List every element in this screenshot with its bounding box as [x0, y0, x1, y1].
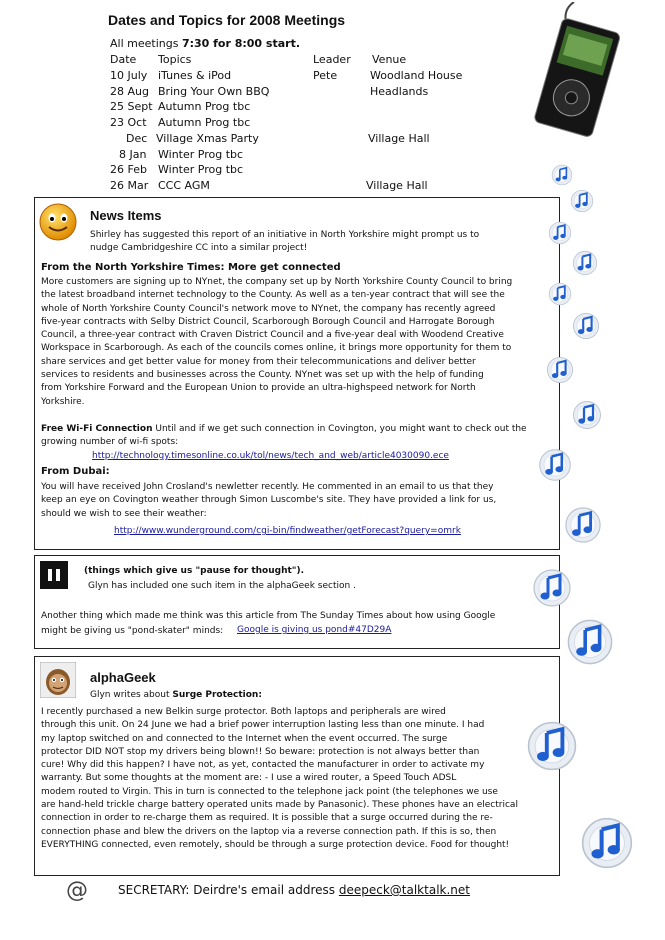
weather-link[interactable]: http://www.wunderground.com/cgi-bin/findweather/getForecast?query=omrk — [114, 526, 461, 536]
ipod-icon — [528, 2, 628, 144]
schedule-row — [110, 99, 470, 114]
music-note-icon — [566, 618, 614, 666]
paragraph-line: You will have received John Crosland's newletter recently. He commented in an email to us that they — [41, 482, 494, 492]
music-note-icon — [538, 448, 572, 482]
music-note-icon — [564, 506, 602, 544]
paragraph-line: whole of North Yorkshire County Council's network move to NYnet, the company has recently agreed — [41, 303, 496, 314]
col-date: Date — [110, 53, 137, 66]
schedule-date: 28 Aug — [110, 84, 149, 98]
paragraph-line: share services and get better value for money from their telecommunications and deliver better — [41, 356, 476, 367]
schedule-row — [110, 68, 470, 83]
paragraph-line: connection in order to re-charge them as required. It is possible that a surge occurred during the re- — [41, 813, 493, 824]
paragraph-line: my laptop switched on and connected to the Internet when the event occurred. The surge — [41, 733, 448, 744]
paragraph-line: Yorkshire. — [41, 396, 85, 407]
paragraph-line: are hand-held trickle charge battery operated units made by Panasonic). These phones have an electrical — [41, 800, 518, 811]
wifi-link[interactable]: http://technology.timesonline.co.uk/tol/news/tech_and_web/article4030090.ece — [92, 451, 449, 461]
paragraph-line: EVERYTHING connected, even remotely, should be through a surge protection device. Food for thought! — [41, 839, 510, 850]
meeting-time-line: All meetings 7:30 for 8:00 start. — [110, 37, 301, 50]
col-venue: Venue — [372, 53, 407, 66]
music-note-icon — [532, 568, 572, 608]
schedule-topic: Autumn Prog tbc — [158, 100, 251, 114]
nyt-body — [41, 276, 512, 409]
schedule-venue: Headlands — [370, 84, 429, 98]
smiley-face-icon — [38, 202, 78, 242]
schedule-header-row — [110, 52, 470, 67]
alphageek-intro: Glyn writes about Surge Protection: — [90, 690, 262, 700]
pause-heading: (things which give us "pause for thought"). — [84, 566, 305, 576]
news-intro: Shirley has suggested this report of an initiative in North Yorkshire might prompt us to nudge Cambridgeshire CC into a similar project! — [90, 230, 480, 254]
paragraph-line: More customers are signing up to NYnet, the company set up by North Yorkshire County Council to bring — [41, 277, 513, 287]
music-note-icon — [572, 400, 602, 430]
col-leader: Leader — [313, 53, 351, 66]
pause-line4: might be giving us "pond-skater" minds: — [41, 626, 224, 636]
dubai-body — [41, 481, 496, 521]
at-sign-icon — [64, 876, 90, 902]
pause-line2: Glyn has included one such item in the alphaGeek section . — [88, 581, 356, 591]
paragraph-line: five-year contracts with Selby District Council, Scarborough Borough Council and Harrogate Borough — [41, 316, 495, 327]
paragraph-line: the latest broadband internet technology to the County. As well as a ten-year contract that will see the — [41, 290, 505, 301]
secretary-footer: SECRETARY: Deirdre's email address deepeck@talktalk.net — [118, 883, 470, 897]
wifi-paragraph: Free Wi-Fi Connection Until and if we get such connection in Covington, you might want to check out the growing number of wi-fi spots: — [41, 424, 527, 448]
paragraph-line: Workspace in Scarborough. As each of the councils comes online, it brings more opportunity for them to — [41, 343, 512, 354]
schedule-topic: Winter Prog tbc — [158, 147, 244, 161]
schedule-date: 26 Feb — [110, 163, 147, 177]
schedule-leader: Pete — [313, 69, 338, 82]
alphageek-title: alphaGeek — [90, 670, 156, 685]
pause-line3: Another thing which made me think was this article from The Sunday Times about how using Google — [41, 611, 496, 621]
pause-icon — [40, 561, 68, 589]
schedule-row — [110, 178, 470, 193]
music-note-icon — [548, 282, 572, 306]
schedule-topic: iTunes & iPod — [158, 69, 232, 82]
paragraph-line: should we wish to see their weather: — [41, 508, 207, 519]
schedule-topic: Autumn Prog tbc — [158, 116, 251, 130]
col-topics: Topics — [158, 53, 192, 66]
paragraph-line: services to residents and businesses across the County. NYnet was set up with the help of funding — [41, 370, 484, 381]
paragraph-line: connection phase and blew the drivers on the laptop via a reverse connection path. If this is so, then — [41, 826, 497, 837]
schedule-date: 26 Mar — [110, 178, 149, 192]
paragraph-line: warranty. But some thoughts at the moment are: - I use a wired router, a Speed Touch ADSL — [41, 773, 457, 784]
schedule-row — [110, 131, 470, 146]
schedule-venue: Village Hall — [366, 178, 428, 192]
schedule-topic: Bring Your Own BBQ — [158, 84, 270, 98]
schedule-topic: Village Xmas Party — [156, 131, 259, 145]
music-note-icon — [548, 221, 572, 245]
svg-text:@: @ — [66, 878, 88, 902]
paragraph-line: through this unit. On 24 June we had a brief power interruption lasting less than one minute. I had — [41, 720, 485, 731]
paragraph-line: Council, a three-year contract with Craven District Council and a five-year deal with Woodend Creative — [41, 330, 504, 341]
music-note-icon — [546, 356, 574, 384]
google-article-link[interactable]: Google is giving us pond#47D29A — [237, 625, 392, 635]
schedule-date: 25 Sept — [110, 100, 153, 114]
schedule-row — [110, 84, 470, 99]
paragraph-line: cure! Why did this happen? I have not, as yet, contacted the manufacturer in order to activate my — [41, 760, 485, 771]
alphageek-avatar-icon — [40, 662, 76, 698]
music-note-icon — [580, 816, 634, 870]
schedule-date: 23 Oct — [110, 116, 147, 130]
nyt-heading: From the North Yorkshire Times: More get connected — [41, 262, 341, 273]
dubai-heading: From Dubai: — [41, 466, 110, 477]
paragraph-line: I recently purchased a new Belkin surge protector. Both laptops and peripherals are wired — [41, 707, 446, 717]
schedule-topic: Winter Prog tbc — [158, 163, 244, 177]
schedule-date: 10 July — [110, 69, 148, 82]
music-note-icon — [572, 312, 600, 340]
page-title: Dates and Topics for 2008 Meetings — [108, 12, 346, 28]
music-note-icon — [551, 164, 573, 186]
schedule-date: 8 Jan — [119, 147, 147, 161]
schedule-venue: Woodland House — [370, 69, 463, 82]
news-title: News Items — [90, 208, 162, 223]
schedule-row — [110, 162, 470, 177]
schedule-row — [110, 115, 470, 130]
music-note-icon — [570, 189, 594, 213]
alphageek-body — [41, 706, 518, 852]
music-note-icon — [572, 250, 598, 276]
schedule-date: Dec — [126, 131, 148, 145]
paragraph-line: protector DID NOT stop my drivers being blown!! So beware: protection is not always better than — [41, 746, 480, 757]
paragraph-line: modem routed to Virgin. This in turn is connected to the telephone jack point (the telephones we use — [41, 786, 498, 797]
secretary-email-link[interactable]: deepeck@talktalk.net — [338, 883, 470, 897]
schedule-venue: Village Hall — [368, 131, 430, 145]
paragraph-line: from Yorkshire Forward and the European Union to provide an ultra-highspeed network for North — [41, 383, 476, 394]
music-note-icon — [526, 720, 578, 772]
schedule-topic: CCC AGM — [158, 178, 210, 192]
schedule-row — [110, 147, 470, 162]
paragraph-line: keep an eye on Covington weather through Simon Luscombe's site. They have provided a link for us, — [41, 495, 497, 506]
